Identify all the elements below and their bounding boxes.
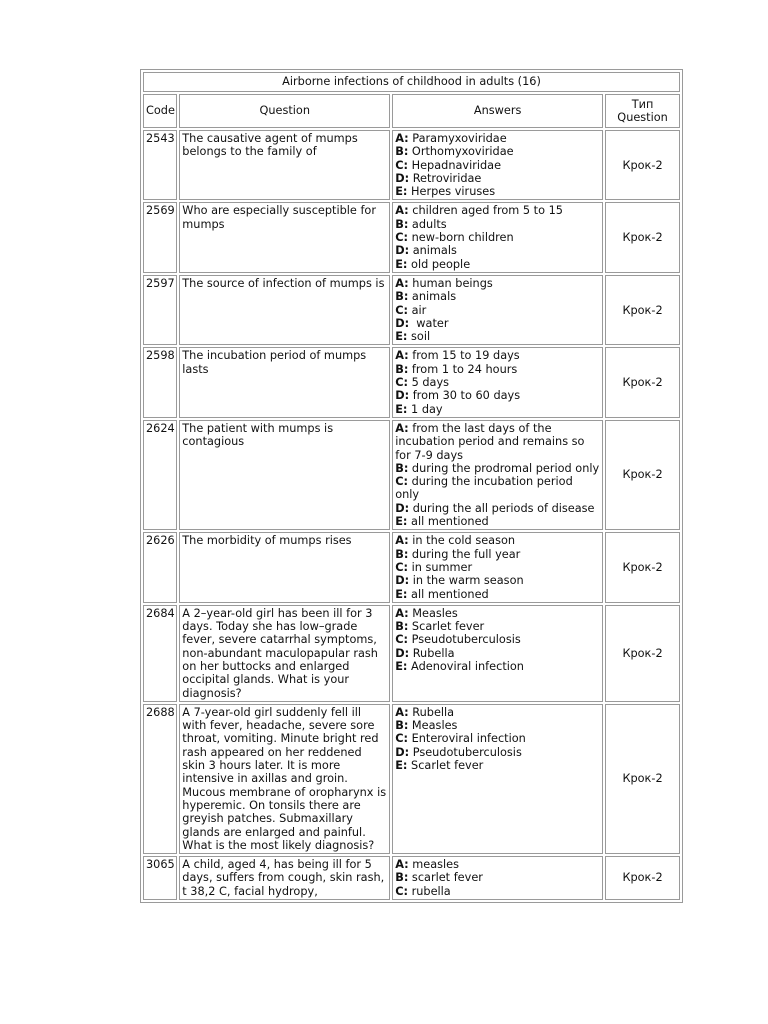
answer-option bbox=[395, 607, 600, 620]
question-text: The patient with mumps is contagious bbox=[179, 420, 390, 530]
answer-option bbox=[395, 218, 600, 231]
answer-text: during the all periods of disease bbox=[409, 501, 595, 515]
answer-text: in summer bbox=[408, 560, 473, 574]
question-type: Крок-2 bbox=[605, 275, 680, 345]
answer-letter: C: bbox=[395, 884, 409, 898]
answer-option bbox=[395, 858, 600, 871]
answer-text: Scarlet fever bbox=[407, 759, 484, 773]
answer-text: all mentioned bbox=[407, 587, 489, 601]
answer-letter: A: bbox=[395, 349, 409, 363]
answer-text: during the prodromal period only bbox=[408, 461, 600, 475]
answer-text: during the full year bbox=[408, 547, 521, 561]
answer-letter: E: bbox=[395, 515, 408, 529]
question-type: Крок-2 bbox=[605, 856, 680, 900]
answer-option bbox=[395, 574, 600, 587]
answer-text: 1 day bbox=[407, 402, 443, 416]
answer-option bbox=[395, 159, 600, 172]
answer-text: Orthomyxoviridae bbox=[408, 145, 514, 159]
answer-option bbox=[395, 647, 600, 660]
answer-letter: D: bbox=[395, 389, 410, 403]
question-type: Крок-2 bbox=[605, 704, 680, 854]
question-text: The causative agent of mumps belongs to the family of bbox=[179, 130, 390, 200]
answer-text: Measles bbox=[408, 719, 458, 733]
question-type: Крок-2 bbox=[605, 130, 680, 200]
answer-option bbox=[395, 746, 600, 759]
answer-letter: A: bbox=[395, 276, 409, 290]
answer-letter: B: bbox=[395, 362, 409, 376]
answer-text: Pseudotuberculosis bbox=[409, 745, 522, 759]
answer-options bbox=[392, 856, 603, 900]
answer-option bbox=[395, 330, 600, 343]
answer-option bbox=[395, 172, 600, 185]
question-text: A 7-year-old girl suddenly fell ill with fever, headache, severe sore throat, vomiting. Minute bright red rash appeared on her reddened skin 3 hours later. It is more intensive in axillas and groin. Mucous membrane of oropharynx is hyperemic. On tonsils there are greyish patches. Submaxillary glands are enlarged and painful. What is the most likely diagnosis? bbox=[179, 704, 390, 854]
table-row bbox=[143, 130, 680, 200]
table-body bbox=[143, 130, 680, 900]
question-code: 2598 bbox=[143, 347, 177, 417]
answer-letter: B: bbox=[395, 290, 409, 304]
answer-text: in the warm season bbox=[409, 574, 524, 588]
answer-option bbox=[395, 719, 600, 732]
table-row bbox=[143, 704, 680, 854]
answer-option bbox=[395, 389, 600, 402]
question-type: Крок-2 bbox=[605, 605, 680, 702]
header-type-line2: Question bbox=[617, 111, 668, 124]
answer-option bbox=[395, 231, 600, 244]
table-title-row bbox=[143, 72, 680, 92]
answer-option bbox=[395, 376, 600, 389]
answer-letter: D: bbox=[395, 745, 410, 759]
question-text: Who are especially susceptible for mumps bbox=[179, 202, 390, 272]
answer-option bbox=[395, 548, 600, 561]
question-text: The source of infection of mumps is bbox=[179, 275, 390, 345]
question-type: Крок-2 bbox=[605, 532, 680, 602]
table-header-row bbox=[143, 94, 680, 128]
table-row bbox=[143, 202, 680, 272]
answer-option bbox=[395, 204, 600, 217]
answer-text: adults bbox=[408, 217, 447, 231]
answer-text: Pseudotuberculosis bbox=[408, 633, 521, 647]
answer-letter: A: bbox=[395, 534, 409, 548]
table-row bbox=[143, 532, 680, 602]
answer-option bbox=[395, 317, 600, 330]
answer-option bbox=[395, 515, 600, 528]
header-code: Code bbox=[143, 94, 177, 128]
answer-options bbox=[392, 130, 603, 200]
answer-letter: D: bbox=[395, 316, 410, 330]
answer-text: new-born children bbox=[408, 231, 514, 245]
answer-text: Rubella bbox=[409, 646, 455, 660]
answer-option bbox=[395, 588, 600, 601]
question-text: A 2–year-old girl has been ill for 3 days. Today she has low–grade fever, severe catarrhal symptoms, non-abundant maculopapular rash on her buttocks and enlarged occipital glands. What is your diagnosis? bbox=[179, 605, 390, 702]
answer-option bbox=[395, 363, 600, 376]
table-title: Airborne infections of childhood in adults (16) bbox=[143, 72, 680, 92]
answer-letter: A: bbox=[395, 858, 409, 872]
question-type: Крок-2 bbox=[605, 420, 680, 530]
question-code: 2626 bbox=[143, 532, 177, 602]
answer-option bbox=[395, 633, 600, 646]
answer-option bbox=[395, 871, 600, 884]
answer-letter: C: bbox=[395, 231, 409, 245]
question-code: 2543 bbox=[143, 130, 177, 200]
table-row bbox=[143, 856, 680, 900]
answer-letter: A: bbox=[395, 705, 409, 719]
answer-option bbox=[395, 502, 600, 515]
question-code: 2569 bbox=[143, 202, 177, 272]
answer-letter: D: bbox=[395, 244, 410, 258]
answer-letter: B: bbox=[395, 547, 409, 561]
question-code: 2597 bbox=[143, 275, 177, 345]
answer-option bbox=[395, 660, 600, 673]
answer-letter: C: bbox=[395, 732, 409, 746]
header-type-line1: Тип bbox=[631, 97, 654, 111]
answer-letter: E: bbox=[395, 257, 408, 271]
answer-option bbox=[395, 732, 600, 745]
answer-option bbox=[395, 349, 600, 362]
answer-letter: B: bbox=[395, 217, 409, 231]
answer-letter: E: bbox=[395, 587, 408, 601]
answer-letter: E: bbox=[395, 330, 408, 344]
answer-option bbox=[395, 534, 600, 547]
questions-table bbox=[140, 69, 683, 903]
answer-text: animals bbox=[408, 290, 457, 304]
answer-letter: B: bbox=[395, 620, 409, 634]
answer-letter: B: bbox=[395, 461, 409, 475]
answer-letter: B: bbox=[395, 719, 409, 733]
answer-option bbox=[395, 422, 600, 462]
question-code: 3065 bbox=[143, 856, 177, 900]
answer-text: Hepadnaviridae bbox=[408, 158, 502, 172]
answer-option bbox=[395, 185, 600, 198]
answer-text: Measles bbox=[408, 606, 458, 620]
header-type bbox=[605, 94, 680, 128]
answer-letter: B: bbox=[395, 871, 409, 885]
table-row bbox=[143, 420, 680, 530]
answer-text: old people bbox=[407, 257, 471, 271]
header-question: Question bbox=[179, 94, 390, 128]
answer-text: from 1 to 24 hours bbox=[408, 362, 518, 376]
answer-text: during the incubation period only bbox=[395, 475, 577, 502]
table-row bbox=[143, 347, 680, 417]
answer-text: air bbox=[408, 303, 427, 317]
answer-letter: E: bbox=[395, 185, 408, 199]
answer-options bbox=[392, 532, 603, 602]
answer-text: animals bbox=[409, 244, 457, 258]
answer-letter: C: bbox=[395, 560, 409, 574]
question-code: 2624 bbox=[143, 420, 177, 530]
answer-text: 5 days bbox=[408, 376, 450, 390]
answer-text: children aged from 5 to 15 bbox=[408, 204, 563, 218]
question-code: 2688 bbox=[143, 704, 177, 854]
answer-text: from 30 to 60 days bbox=[409, 389, 521, 403]
answer-letter: A: bbox=[395, 421, 409, 435]
answer-option bbox=[395, 885, 600, 898]
answer-option bbox=[395, 620, 600, 633]
answer-letter: C: bbox=[395, 475, 409, 489]
answer-text: soil bbox=[407, 330, 431, 344]
answer-options bbox=[392, 202, 603, 272]
answer-text: scarlet fever bbox=[408, 871, 483, 885]
answer-letter: C: bbox=[395, 376, 409, 390]
question-text: A child, aged 4, has being ill for 5 days, suffers from cough, skin rash, t 38,2 C, facial hydropy, bbox=[179, 856, 390, 900]
answer-letter: C: bbox=[395, 158, 409, 172]
answer-option bbox=[395, 145, 600, 158]
answer-option bbox=[395, 304, 600, 317]
answer-option bbox=[395, 244, 600, 257]
answer-letter: A: bbox=[395, 204, 409, 218]
answer-letter: C: bbox=[395, 303, 409, 317]
answer-letter: A: bbox=[395, 606, 409, 620]
answer-letter: C: bbox=[395, 633, 409, 647]
answer-letter: B: bbox=[395, 145, 409, 159]
answer-text: water bbox=[409, 316, 449, 330]
answer-options bbox=[392, 420, 603, 530]
answer-text: measles bbox=[408, 858, 460, 872]
question-code: 2684 bbox=[143, 605, 177, 702]
question-text: The morbidity of mumps rises bbox=[179, 532, 390, 602]
answer-option bbox=[395, 132, 600, 145]
document-page bbox=[140, 69, 683, 944]
answer-text: Retroviridae bbox=[409, 171, 482, 185]
table-row bbox=[143, 605, 680, 702]
answer-text: from 15 to 19 days bbox=[408, 349, 520, 363]
table-row bbox=[143, 275, 680, 345]
answer-text: rubella bbox=[408, 884, 451, 898]
answer-option bbox=[395, 290, 600, 303]
question-type: Крок-2 bbox=[605, 202, 680, 272]
answer-text: human beings bbox=[408, 276, 493, 290]
header-answers: Answers bbox=[392, 94, 603, 128]
answer-text: Adenoviral infection bbox=[407, 659, 524, 673]
answer-option bbox=[395, 462, 600, 475]
answer-letter: E: bbox=[395, 402, 408, 416]
answer-text: all mentioned bbox=[407, 515, 489, 529]
answer-text: from the last days of the incubation period and remains so for 7-9 days bbox=[395, 421, 589, 462]
answer-text: Enteroviral infection bbox=[408, 732, 526, 746]
answer-text: Rubella bbox=[408, 705, 455, 719]
answer-option bbox=[395, 258, 600, 271]
answer-options bbox=[392, 704, 603, 854]
answer-letter: A: bbox=[395, 132, 409, 145]
answer-options bbox=[392, 347, 603, 417]
answer-option bbox=[395, 561, 600, 574]
answer-letter: D: bbox=[395, 646, 410, 660]
question-type: Крок-2 bbox=[605, 347, 680, 417]
answer-letter: D: bbox=[395, 574, 410, 588]
answer-text: Herpes viruses bbox=[407, 185, 496, 199]
answer-option bbox=[395, 403, 600, 416]
answer-letter: E: bbox=[395, 759, 408, 773]
answer-letter: D: bbox=[395, 171, 410, 185]
answer-option bbox=[395, 277, 600, 290]
answer-options bbox=[392, 605, 603, 702]
answer-option bbox=[395, 759, 600, 772]
answer-text: Scarlet fever bbox=[408, 620, 485, 634]
answer-letter: D: bbox=[395, 501, 410, 515]
question-text: The incubation period of mumps lasts bbox=[179, 347, 390, 417]
answer-letter: E: bbox=[395, 659, 408, 673]
answer-option bbox=[395, 706, 600, 719]
answer-text: in the cold season bbox=[408, 534, 516, 548]
answer-option bbox=[395, 475, 600, 502]
answer-options bbox=[392, 275, 603, 345]
answer-text: Paramyxoviridae bbox=[408, 132, 507, 145]
